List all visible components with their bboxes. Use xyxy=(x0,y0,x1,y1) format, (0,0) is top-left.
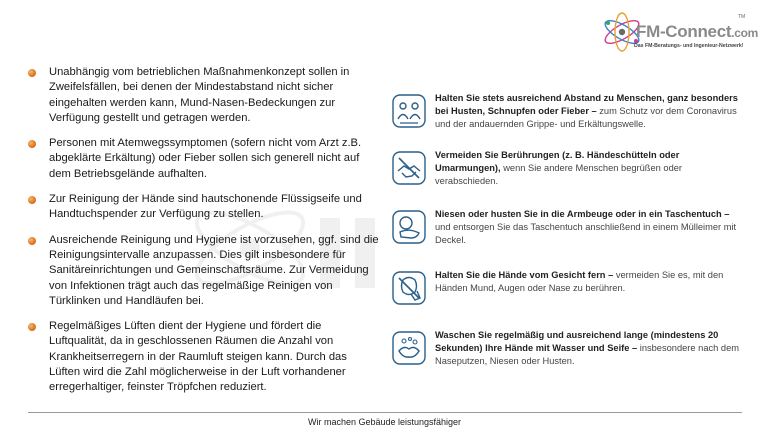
footer-slogan: Wir machen Gebäude leistungsfähiger xyxy=(307,417,462,427)
list-item xyxy=(26,319,381,395)
rule-text: Vermeiden Sie Berührungen (z. B. Händeschütteln oder Umarmungen), wenn Sie andere Menschen begrüßen oder verabschieden. xyxy=(435,150,683,186)
rule-sneeze-elbow xyxy=(392,208,747,258)
bullet-dot-icon xyxy=(28,140,36,148)
list-item xyxy=(26,65,381,126)
rule-text: Halten Sie die Hände vom Gesicht fern – vermeiden Sie es, mit den Händen Mund, Augen oder Nase zu berühren. xyxy=(435,270,724,293)
logo-subtitle: Das FM-Beratungs- und Ingenieur-Netzwerk! xyxy=(634,43,744,49)
bullet-text: Zur Reinigung der Hände sind hautschonende Flüssigseife und Handtuchspender zur Verfügung zu stellen. xyxy=(49,193,362,221)
rule-text: Halten Sie stets ausreichend Abstand zu Menschen, ganz besonders bei Husten, Schnupfen oder Fieber – zum Schutz vor dem Coronavirus und der andauernden Grippe- und Erkältungswelle. xyxy=(435,93,738,129)
no-handshake-icon xyxy=(392,151,426,185)
logo-wordmark: FM-Connect.com xyxy=(636,22,759,41)
bullet-text: Unabhängig vom betrieblichen Maßnahmenkonzept sollen in Zweifelsfällen, bei denen der Mindestabstand nicht sicher eingehalten werden kann, Mund-Nasen-Bedeckungen zur Verfügung gestellt und getragen werden. xyxy=(49,66,350,124)
bullet-dot-icon xyxy=(28,69,36,77)
rule-distance xyxy=(392,92,747,142)
fm-connect-logo[interactable] xyxy=(600,8,760,60)
hygiene-bullet-list xyxy=(26,65,381,406)
rule-hands-off-face xyxy=(392,269,747,319)
bullet-dot-icon xyxy=(28,196,36,204)
rule-text: Waschen Sie regelmäßig und ausreichend lange (mindestens 20 Sekunden) Ihre Hände mit Wasser und Seife – insbesondere nach dem Naseputzen, Niesen oder Husten. xyxy=(435,330,739,366)
bullet-text: Regelmäßiges Lüften dient der Hygiene und fördert die Luftqualität, da in geschlossenen Räumen die Anzahl von Krankheitserregern in der Raumluft steigen kann. Durch das Lüften wird die Zahl möglicherweise in der Luft vorhandener erregerhaltiger, feinster Tröpfchen reduziert. xyxy=(49,320,347,394)
list-item xyxy=(26,136,381,182)
bullet-dot-icon xyxy=(28,323,36,331)
footer-divider xyxy=(28,412,742,413)
bullet-text: Personen mit Atemwegssymptomen (sofern nicht vom Arzt z.B. abgeklärte Erkältung) oder Fieber sollen sich generell nicht auf dem Betriebsgelände aufhalten. xyxy=(49,137,362,180)
bullet-text: Ausreichende Reinigung und Hygiene ist vorzusehen, ggf. sind die Reinigungsintervalle anzupassen. Dies gilt insbesondere für Sanitäreinrichtungen und Gemeinschaftsräume. Zur Vermeidung von Infektionen trägt auch das regelmäßige Reinigen von Türklinken und Handläufen bei. xyxy=(49,233,379,307)
sneeze-elbow-icon xyxy=(392,210,426,244)
list-item xyxy=(26,192,381,223)
handwash-icon xyxy=(392,331,426,365)
hands-off-face-icon xyxy=(392,271,426,305)
list-item xyxy=(26,233,381,309)
distance-icon xyxy=(392,94,426,128)
logo-trademark: TM xyxy=(738,14,746,20)
rule-text: Niesen oder husten Sie in die Armbeuge oder in ein Taschentuch – und entsorgen Sie das Taschentuch anschließend in einem Mülleimer mit Deckel. xyxy=(435,209,737,245)
bullet-dot-icon xyxy=(28,237,36,245)
rule-no-handshake xyxy=(392,149,747,199)
rule-handwash xyxy=(392,329,747,379)
